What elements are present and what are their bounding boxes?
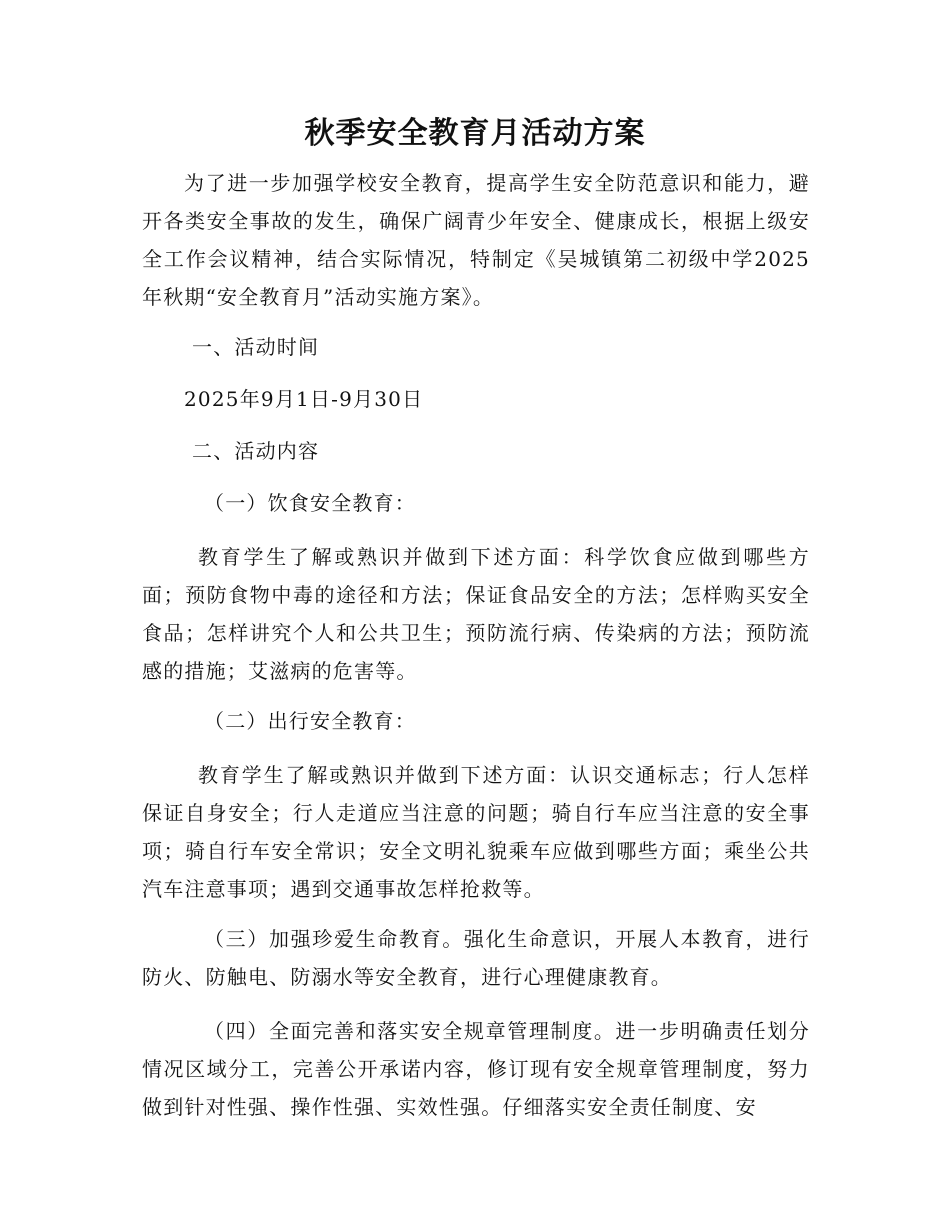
safety-rules-paragraph: （四）全面完善和落实安全规章管理制度。进一步明确责任划分情况区域分工，完善公开承诺内容，修订现有安全规章管理制度，努力做到针对性强、操作性强、实效性强。仔细落实安全责任制度、安 bbox=[142, 1019, 810, 1119]
food-safety-paragraph: 教育学生了解或熟识并做到下述方面：科学饮食应做到哪些方面；预防食物中毒的途径和方法；保证食品安全的方法；怎样购买安全食品；怎样讲究个人和公共卫生；预防流行病、传染病的方法；预防流感的措施；艾滋病的危害等。 bbox=[142, 545, 810, 683]
section-heading-content: 二、活动内容 bbox=[192, 439, 320, 463]
subsection-heading-travel-safety: （二）出行安全教育： bbox=[204, 709, 416, 733]
life-education-paragraph: （三）加强珍爱生命教育。强化生命意识，开展人本教育，进行防火、防触电、防溺水等安全教育，进行心理健康教育。 bbox=[142, 927, 810, 989]
subsection-heading-food-safety: （一）饮食安全教育： bbox=[204, 491, 416, 515]
document-title: 秋季安全教育月活动方案 bbox=[304, 116, 646, 151]
travel-safety-paragraph: 教育学生了解或熟识并做到下述方面：认识交通标志；行人怎样保证自身安全；行人走道应当注意的问题；骑自行车应当注意的安全事项；骑自行车安全常识；安全文明礼貌乘车应做到哪些方面；乘坐公共汽车注意事项；遇到交通事故怎样抢救等。 bbox=[142, 763, 810, 901]
activity-date-range: 2025年9月1日-9月30日 bbox=[184, 387, 424, 411]
section-heading-time: 一、活动时间 bbox=[192, 335, 320, 359]
intro-paragraph: 为了进一步加强学校安全教育，提高学生安全防范意识和能力，避开各类安全事故的发生，确保广阔青少年安全、健康成长，根据上级安全工作会议精神，结合实际情况，特制定《吴城镇第二初级中学2025年秋期“安全教育月”活动实施方案》。 bbox=[142, 171, 810, 309]
